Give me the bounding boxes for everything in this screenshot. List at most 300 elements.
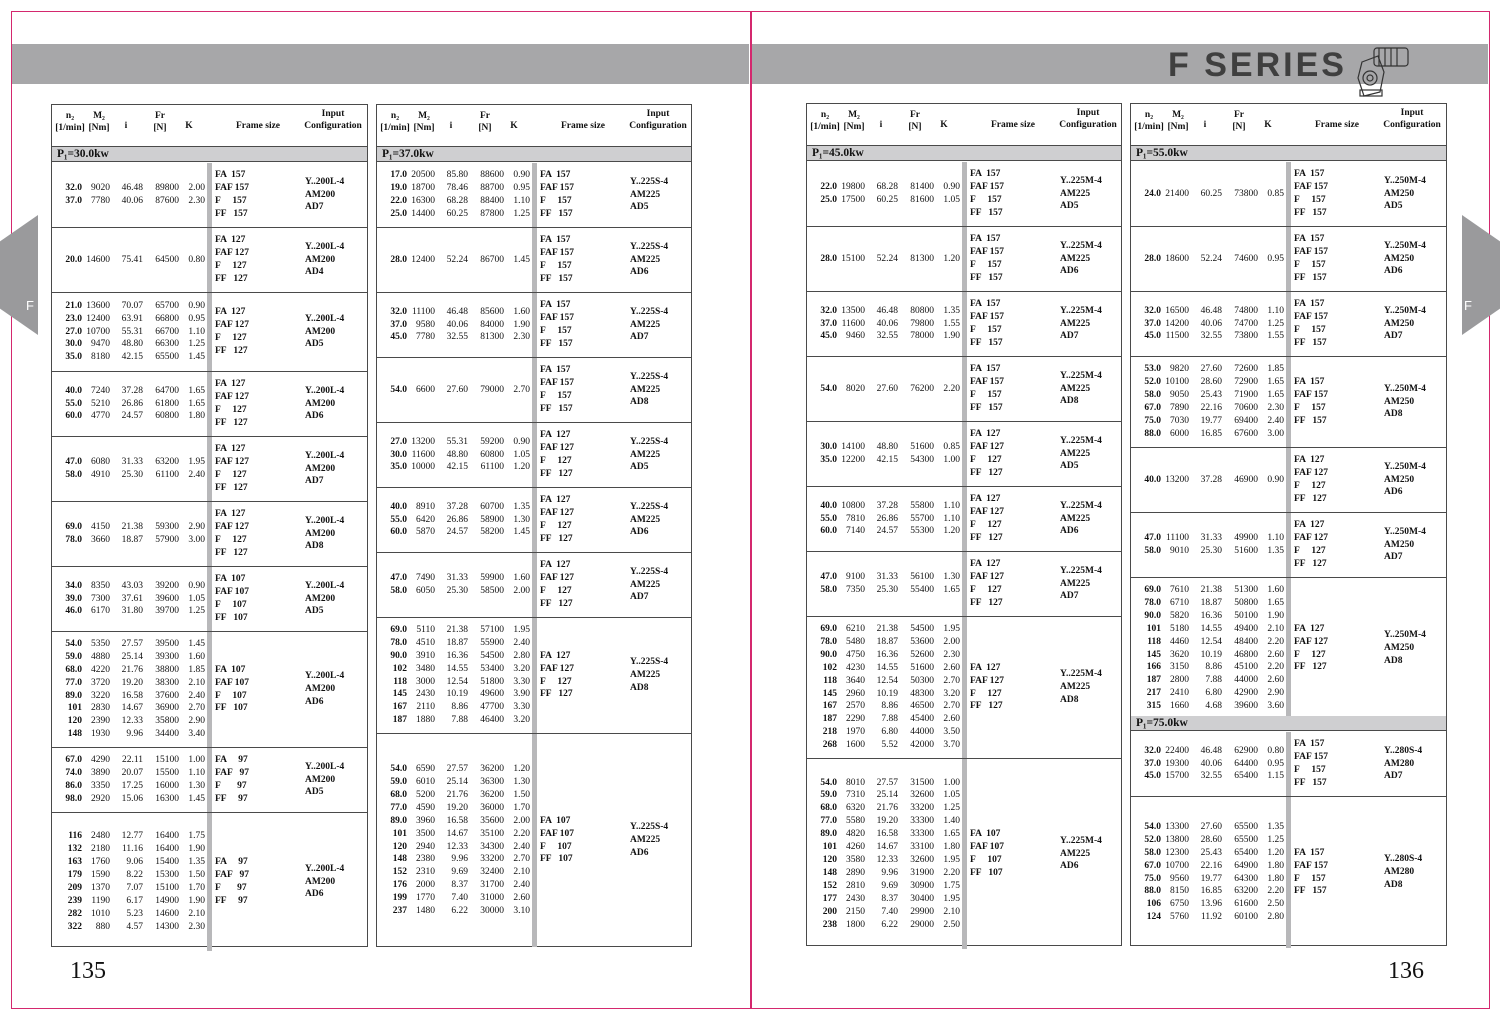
frame-size-value: FA 127 — [1294, 455, 1325, 466]
table-row — [807, 919, 962, 932]
input-config-value: AD7 — [305, 202, 324, 213]
k-value: 1.80 — [1267, 860, 1284, 871]
k-value: 1.95 — [943, 623, 960, 634]
fr-value: 88600 — [480, 170, 504, 181]
i-value: 9.96 — [881, 867, 898, 878]
m2-value: 15700 — [1165, 771, 1189, 782]
k-value: 1.55 — [943, 318, 960, 329]
table-row — [1131, 305, 1286, 318]
n2-value: 69.0 — [820, 623, 837, 634]
n2-value: 98.0 — [65, 793, 82, 804]
m2-value: 6050 — [416, 586, 435, 596]
fr-value: 51300 — [1234, 584, 1258, 595]
m2-value: 7350 — [846, 585, 865, 595]
frame-size-value: FF 107 — [970, 867, 1003, 878]
table-row — [807, 441, 962, 454]
frame-size-value: FF 97 — [215, 793, 248, 804]
frame-size-value: FF 157 — [540, 208, 573, 219]
n2-value: 78.0 — [390, 637, 407, 648]
k-value: 1.60 — [513, 573, 530, 584]
m2-value: 11100 — [411, 306, 435, 317]
i-value: 37.28 — [121, 385, 143, 396]
table-row — [52, 338, 207, 351]
column-divider — [962, 552, 967, 616]
frame-size-cell — [215, 163, 300, 227]
n2-value: 46.0 — [65, 606, 82, 617]
n2-value: 268 — [822, 740, 837, 751]
table-row-group — [377, 734, 691, 947]
n2-value: 152 — [822, 880, 837, 891]
k-value: 2.10 — [188, 908, 205, 919]
column-frame-size-label: Frame size — [235, 121, 281, 131]
m2-value: 5820 — [1170, 610, 1189, 621]
input-config-value: AD5 — [630, 202, 649, 213]
frame-size-value: F 127 — [1294, 481, 1326, 491]
ratio-data-cell — [377, 618, 532, 733]
fr-value: 58900 — [480, 514, 504, 525]
frame-size-cell — [970, 617, 1055, 758]
i-value: 18.87 — [121, 535, 143, 545]
m2-value: 20500 — [411, 170, 435, 181]
m2-value: 6710 — [1170, 597, 1189, 608]
n2-value: 30.0 — [65, 339, 82, 350]
n2-value: 167 — [392, 702, 407, 713]
k-value: 0.95 — [188, 313, 205, 324]
k-value: 2.60 — [513, 893, 530, 904]
m2-value: 6080 — [91, 457, 110, 468]
k-value: 0.90 — [513, 170, 530, 181]
frame-size-value: FA 157 — [1294, 299, 1325, 310]
column-divider — [1286, 292, 1291, 356]
column-divider — [962, 759, 967, 949]
input-config-cell — [1384, 513, 1450, 577]
k-value: 1.20 — [513, 462, 530, 473]
frame-size-cell — [540, 163, 625, 227]
k-value: 1.65 — [943, 585, 960, 595]
input-config-value: AD8 — [1384, 879, 1403, 890]
table-row-group — [807, 292, 1121, 357]
k-value: 0.90 — [943, 182, 960, 193]
m2-value: 8180 — [91, 352, 110, 363]
m2-value: 1590 — [91, 870, 110, 881]
fr-value: 87800 — [480, 208, 504, 219]
m2-value: 4750 — [846, 649, 865, 660]
frame-size-value: FF 157 — [1294, 415, 1327, 426]
k-value: 0.80 — [188, 254, 205, 265]
k-value: 1.30 — [513, 776, 530, 787]
m2-value: 2290 — [846, 714, 865, 725]
k-value: 3.40 — [188, 729, 205, 740]
frame-size-value: F 127 — [970, 688, 1002, 699]
input-config-cell — [1384, 448, 1450, 512]
input-config-value: AM250 — [1384, 253, 1415, 264]
column-m2-label: [Nm] — [413, 123, 435, 133]
side-tab-left-label: F — [26, 298, 34, 313]
table-row — [807, 815, 962, 828]
frame-size-cell — [540, 734, 625, 947]
frame-size-cell — [1294, 227, 1379, 291]
k-value: 2.30 — [188, 196, 205, 206]
fr-value: 84000 — [480, 319, 504, 330]
table-row — [1131, 687, 1286, 700]
n2-value: 90.0 — [1144, 610, 1161, 621]
k-value: 2.60 — [1267, 649, 1284, 660]
i-value: 26.86 — [121, 398, 143, 409]
fr-value: 36300 — [480, 776, 504, 787]
fr-value: 60700 — [480, 501, 504, 512]
input-config-cell — [1384, 357, 1450, 447]
i-value: 12.54 — [876, 675, 898, 686]
column-m2 — [1161, 109, 1195, 133]
fr-value: 85600 — [480, 306, 504, 317]
input-config-value: AD5 — [630, 462, 649, 473]
m2-value: 2480 — [91, 831, 110, 842]
k-value: 1.35 — [943, 305, 960, 316]
column-divider — [532, 293, 537, 357]
input-config-cell — [305, 372, 371, 436]
fr-value: 42900 — [1234, 688, 1258, 699]
input-config-value: AM225 — [1060, 682, 1091, 693]
table-row — [807, 330, 962, 343]
input-config-cell — [630, 553, 696, 617]
input-config-value: Y..225S-4 — [630, 822, 669, 833]
i-value: 60.25 — [446, 208, 468, 219]
frame-size-value: FF 157 — [540, 273, 573, 284]
frame-size-value: FA 97 — [215, 857, 248, 868]
n2-value: 58.0 — [1144, 390, 1161, 401]
n2-value: 22.0 — [390, 196, 407, 206]
frame-size-cell — [215, 502, 300, 566]
m2-value: 6320 — [846, 803, 865, 814]
i-value: 7.88 — [451, 715, 468, 726]
frame-size-value: F 107 — [970, 855, 1002, 865]
side-tab-right-label: F — [1464, 298, 1472, 313]
table-row — [52, 469, 207, 482]
fr-value: 60800 — [155, 411, 179, 422]
column-input-config — [300, 108, 366, 132]
table-row-group — [52, 502, 367, 567]
i-value: 60.25 — [1200, 188, 1222, 199]
table-row — [52, 754, 207, 767]
frame-size-cell — [1294, 162, 1379, 226]
frame-size-cell — [215, 632, 300, 747]
column-n2-label: n₂ — [820, 110, 830, 120]
input-config-cell — [1060, 292, 1126, 356]
m2-value: 4260 — [846, 842, 865, 853]
input-config-value: AD5 — [1060, 201, 1079, 212]
fr-value: 38300 — [155, 677, 179, 688]
frame-size-cell — [1294, 513, 1379, 577]
k-value: 1.00 — [943, 455, 960, 465]
k-value: 2.40 — [188, 690, 205, 701]
fr-value: 42000 — [910, 740, 934, 751]
frame-size-value: F 97 — [215, 883, 247, 893]
i-value: 8.22 — [126, 870, 143, 881]
frame-size-value: FA 157 — [1294, 377, 1325, 388]
n2-value: 58.0 — [390, 586, 407, 596]
fr-value: 66800 — [155, 313, 179, 324]
table-header — [1131, 104, 1446, 146]
input-config-cell — [305, 437, 371, 501]
column-divider — [962, 487, 967, 551]
input-config-value: AM225 — [630, 835, 661, 846]
fr-value: 74700 — [1234, 318, 1258, 329]
frame-size-value: F 127 — [1294, 649, 1326, 660]
frame-size-value: FA 127 — [970, 494, 1001, 505]
fr-value: 87600 — [155, 196, 179, 206]
frame-size-value: FAF 127 — [540, 508, 575, 519]
frame-size-cell — [1294, 797, 1379, 948]
column-divider — [207, 372, 212, 436]
i-value: 10.19 — [446, 689, 468, 700]
i-value: 14.67 — [876, 842, 898, 853]
m2-value: 19300 — [1165, 758, 1189, 769]
table-row-group — [1131, 227, 1446, 292]
n2-value: 34.0 — [65, 580, 82, 591]
frame-size-value: F 157 — [1294, 873, 1326, 884]
table-row — [52, 195, 207, 208]
n2-value: 166 — [1146, 662, 1161, 673]
table-row — [807, 383, 962, 396]
frame-size-value: FA 157 — [970, 364, 1001, 375]
frame-size-value: FAF 107 — [215, 677, 250, 688]
spec-table-4 — [1130, 103, 1447, 946]
n2-value: 68.0 — [65, 664, 82, 675]
table-row-group — [377, 163, 691, 228]
frame-size-value: FAF 127 — [215, 248, 250, 259]
input-config-cell — [1060, 422, 1126, 486]
frame-size-value: FAF 127 — [970, 507, 1005, 518]
ratio-data-cell — [52, 567, 207, 631]
column-divider — [1286, 227, 1291, 291]
i-value: 16.36 — [1200, 610, 1222, 621]
k-value: 1.20 — [1267, 847, 1284, 858]
column-divider — [1286, 513, 1291, 577]
fr-value: 59200 — [480, 436, 504, 447]
m2-value: 12300 — [1165, 847, 1189, 858]
fr-value: 36900 — [155, 703, 179, 714]
frame-size-value: FA 127 — [215, 379, 246, 390]
m2-value: 9460 — [846, 331, 865, 342]
input-config-value: AD7 — [1384, 331, 1403, 342]
fr-value: 36000 — [480, 802, 504, 813]
n2-value: 120 — [392, 841, 407, 852]
m2-value: 14200 — [1165, 318, 1189, 329]
frame-size-value: FAF 157 — [1294, 752, 1329, 763]
table-row — [377, 254, 532, 267]
frame-size-value: FA 127 — [215, 509, 246, 520]
input-config-cell — [1060, 487, 1126, 551]
column-divider — [207, 293, 212, 371]
m2-value: 12200 — [841, 455, 865, 465]
fr-value: 46900 — [1234, 474, 1258, 485]
series-title: F SERIES — [1168, 46, 1347, 84]
frame-size-value: FAF 107 — [540, 828, 575, 839]
ratio-data-cell — [807, 422, 962, 486]
n2-value: 148 — [392, 854, 407, 865]
frame-size-cell — [540, 553, 625, 617]
input-config-cell — [305, 502, 371, 566]
frame-size-value: FAF 107 — [970, 842, 1005, 853]
k-value: 0.90 — [188, 300, 205, 311]
fr-value: 49900 — [1234, 533, 1258, 544]
table-row — [377, 714, 532, 727]
n2-value: 145 — [1146, 649, 1161, 660]
fr-value: 50300 — [910, 675, 934, 686]
frame-size-value: F 107 — [215, 600, 247, 610]
input-config-cell — [630, 618, 696, 733]
column-divider — [207, 748, 212, 812]
n2-value: 23.0 — [65, 313, 82, 324]
m2-value: 5580 — [846, 816, 865, 827]
frame-size-value: F 127 — [215, 470, 247, 480]
ratio-data-cell — [377, 358, 532, 422]
input-config-value: AM225 — [1060, 318, 1091, 329]
input-config-value: Y..225S-4 — [630, 241, 669, 252]
input-config-value: AD6 — [305, 696, 324, 707]
m2-value: 1370 — [91, 883, 110, 893]
input-config-value: AD8 — [1060, 694, 1079, 705]
fr-value: 89800 — [155, 183, 179, 194]
fr-value: 79800 — [910, 318, 934, 329]
i-value: 60.25 — [876, 195, 898, 205]
table-row — [377, 449, 532, 462]
i-value: 16.85 — [1200, 886, 1222, 897]
input-config-value: AD5 — [1060, 461, 1079, 472]
table-row — [1131, 847, 1286, 860]
fr-value: 51600 — [910, 662, 934, 673]
i-value: 32.55 — [1200, 771, 1222, 782]
m2-value: 11600 — [411, 449, 435, 460]
input-config-value: AM225 — [630, 189, 661, 200]
m2-value: 10800 — [841, 500, 865, 511]
i-value: 46.48 — [1200, 745, 1222, 756]
ratio-data-cell — [377, 553, 532, 617]
fr-value: 50800 — [1234, 597, 1258, 608]
i-value: 4.57 — [126, 921, 143, 932]
k-value: 1.95 — [943, 855, 960, 865]
i-value: 16.58 — [446, 815, 468, 826]
n2-value: 52.0 — [1144, 377, 1161, 388]
i-value: 5.52 — [881, 740, 898, 751]
k-value: 2.20 — [1267, 662, 1284, 673]
fr-value: 16000 — [155, 781, 179, 791]
column-i-label: i — [1203, 120, 1207, 130]
m2-value: 13200 — [1165, 474, 1189, 485]
ratio-data-cell — [377, 228, 532, 292]
ratio-data-cell — [807, 292, 962, 356]
fr-value: 66300 — [155, 339, 179, 350]
n2-value: 102 — [822, 662, 837, 673]
fr-value: 33300 — [910, 829, 934, 840]
table-row — [1131, 649, 1286, 662]
frame-size-value: FA 157 — [540, 300, 571, 311]
column-k-label: K — [510, 121, 518, 131]
frame-size-value: FA 127 — [1294, 520, 1325, 531]
m2-value: 6600 — [416, 384, 435, 395]
input-config-value: AD6 — [305, 411, 324, 422]
table-row — [52, 300, 207, 313]
i-value: 7.88 — [881, 714, 898, 725]
table-row — [377, 331, 532, 344]
input-config-value: AD7 — [1384, 771, 1403, 782]
m2-value: 3960 — [416, 815, 435, 826]
i-value: 46.48 — [121, 183, 143, 194]
k-value: 3.20 — [513, 715, 530, 726]
i-value: 14.55 — [1200, 623, 1222, 634]
n2-value: 68.0 — [390, 789, 407, 800]
k-value: 1.65 — [943, 829, 960, 840]
input-config-value: AM225 — [1060, 513, 1091, 524]
k-value: 1.35 — [513, 501, 530, 512]
k-value: 1.85 — [188, 664, 205, 675]
frame-size-value: FF 127 — [215, 345, 248, 356]
table-row — [52, 856, 207, 869]
table-row — [52, 351, 207, 364]
table-row — [1131, 898, 1286, 911]
k-value: 0.85 — [1267, 188, 1284, 199]
n2-value: 28.0 — [390, 254, 407, 265]
input-config-value: AM225 — [630, 670, 661, 681]
n2-value: 32.0 — [65, 183, 82, 194]
n2-value: 78.0 — [65, 535, 82, 545]
table-row — [377, 853, 532, 866]
k-value: 1.90 — [1267, 610, 1284, 621]
n2-value: 47.0 — [390, 573, 407, 584]
table-row — [1131, 253, 1286, 266]
power-section-header: P₁=75.0kw — [1131, 716, 1446, 731]
n2-value: 37.0 — [1144, 318, 1161, 329]
m2-value: 3660 — [91, 535, 110, 545]
input-config-value: AD6 — [305, 889, 324, 900]
m2-value: 2800 — [1170, 675, 1189, 686]
frame-size-value: FAF 127 — [540, 663, 575, 674]
table-row — [52, 767, 207, 780]
fr-value: 64500 — [155, 254, 179, 265]
column-divider — [1286, 732, 1291, 796]
k-value: 1.25 — [1267, 834, 1284, 845]
fr-value: 71900 — [1234, 390, 1258, 401]
frame-size-value: FF 127 — [970, 701, 1003, 712]
table-row — [1131, 474, 1286, 487]
table-row — [52, 664, 207, 677]
table-row — [807, 893, 962, 906]
m2-value: 1760 — [91, 857, 110, 868]
table-row-group — [52, 632, 367, 748]
k-value: 2.00 — [513, 815, 530, 826]
table-row — [377, 208, 532, 221]
n2-value: 132 — [67, 844, 82, 855]
k-value: 3.30 — [513, 676, 530, 687]
m2-value: 4230 — [846, 662, 865, 673]
table-row — [1131, 674, 1286, 687]
k-value: 1.35 — [1267, 821, 1284, 832]
k-value: 0.90 — [1267, 474, 1284, 485]
n2-value: 77.0 — [65, 677, 82, 688]
fr-value: 39500 — [155, 638, 179, 649]
k-value: 1.55 — [1267, 331, 1284, 342]
k-value: 2.90 — [188, 522, 205, 533]
n2-value: 101 — [392, 828, 407, 839]
table-row-group — [1131, 732, 1446, 797]
table-row — [1131, 330, 1286, 343]
i-value: 19.77 — [1200, 873, 1222, 884]
n2-value: 152 — [392, 867, 407, 878]
n2-value: 60.0 — [820, 526, 837, 537]
i-value: 40.06 — [876, 318, 898, 329]
m2-value: 13500 — [841, 305, 865, 316]
column-i — [871, 119, 891, 131]
